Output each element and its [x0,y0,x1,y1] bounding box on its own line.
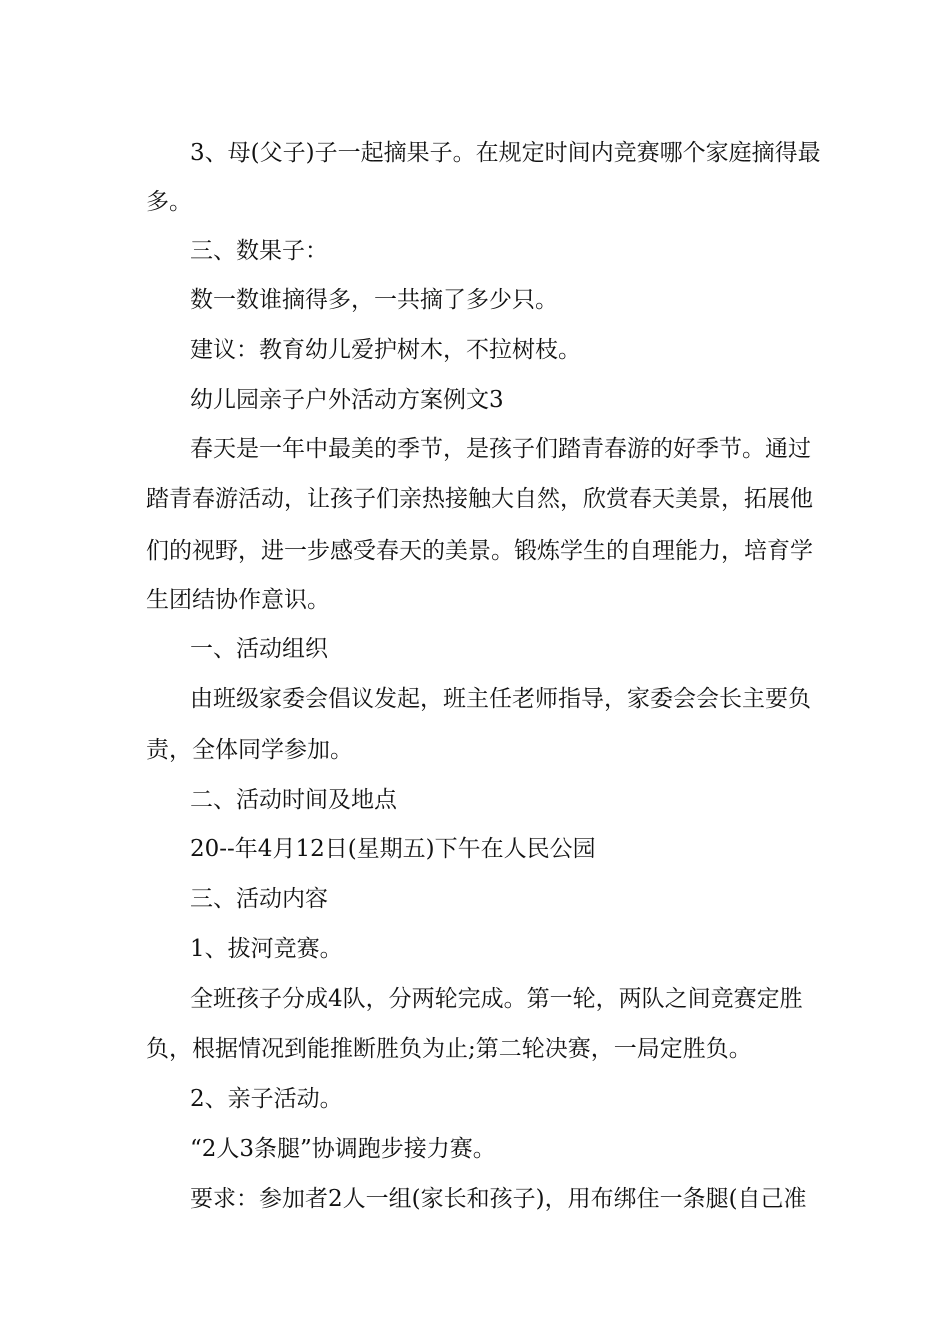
section-heading: 二、活动时间及地点 [190,787,397,813]
paragraph-line: 建议：教育幼儿爱护树木，不拉树枝。 [190,337,581,363]
section-heading: 一、活动组织 [190,636,328,662]
paragraph-line: 春天是一年中最美的季节，是孩子们踏青春游的好季节。通过 [190,436,811,462]
list-item: 1、拔河竞赛。 [190,936,343,962]
paragraph-line: “2人3条腿”协调跑步接力赛。 [190,1136,496,1162]
paragraph-line: 要求：参加者2人一组(家长和孩子)，用布绑住一条腿(自己准 [190,1186,807,1212]
section-heading: 三、数果子： [190,238,328,264]
list-item: 2、亲子活动。 [190,1086,343,1112]
paragraph-line: 数一数谁摘得多，一共摘了多少只。 [190,287,558,313]
article-title: 幼儿园亲子户外活动方案例文3 [190,387,504,413]
paragraph-line: 踏青春游活动，让孩子们亲热接触大自然，欣赏春天美景，拓展他 [146,486,813,512]
paragraph-line: 们的视野，进一步感受春天的美景。锻炼学生的自理能力，培育学 [146,538,813,564]
paragraph-line: 3、母(父子)子一起摘果子。在规定时间内竞赛哪个家庭摘得最 [190,140,821,166]
paragraph-line: 全班孩子分成4队，分两轮完成。第一轮，两队之间竞赛定胜 [190,986,803,1012]
section-heading: 三、活动内容 [190,886,328,912]
paragraph-line: 由班级家委会倡议发起，班主任老师指导，家委会会长主要负 [190,686,811,712]
paragraph-line: 责，全体同学参加。 [146,737,353,763]
paragraph-line: 多。 [146,189,192,215]
paragraph-line: 生团结协作意识。 [146,587,330,613]
paragraph-line: 负，根据情况到能推断胜负为止;第二轮决赛，一局定胜负。 [146,1036,752,1062]
paragraph-line: 20--年4月12日(星期五)下午在人民公园 [190,836,596,862]
